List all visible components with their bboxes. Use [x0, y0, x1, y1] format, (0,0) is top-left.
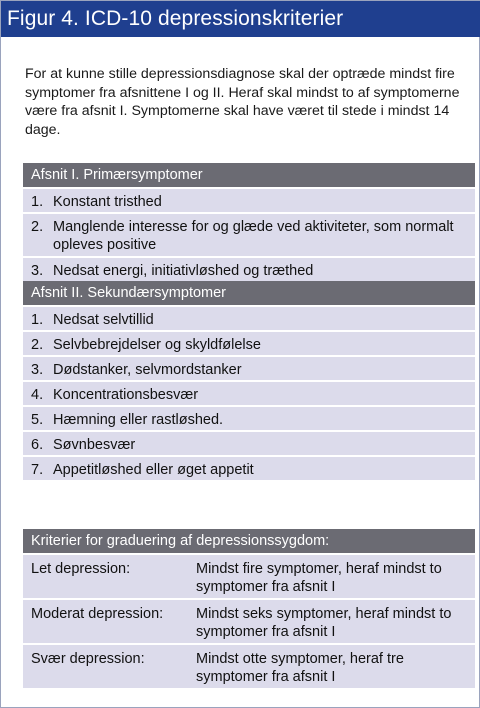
list-item	[23, 355, 475, 380]
item-text: Søvnbesvær	[53, 437, 136, 453]
item-text: Selvbebrejdelser og skyldfølelse	[53, 337, 261, 353]
list-item	[23, 330, 475, 355]
intro-paragraph: For at kunne stille depressionsdiagnose skal der optræde mindst fire symptomer fra afsnittene I og II. Heraf skal mindst to af symptomerne være fra afsnit I. Symptomerne skal have været til stede i mindst 14 dage.	[25, 66, 460, 138]
table-row	[23, 553, 475, 598]
item-number: 3.	[31, 362, 44, 378]
item-number: 2.	[31, 337, 44, 353]
item-number: 3.	[31, 263, 44, 279]
item-text: Manglende interesse for og glæde ved aktiviteter, som normalt opleves positive	[53, 219, 454, 253]
item-text: Konstant tristhed	[53, 194, 162, 210]
grading-header: Kriterier for graduering af depressionssygdom:	[23, 529, 475, 553]
severity-criteria: Mindst seks symptomer, heraf mindst to symptomer fra afsnit I	[196, 606, 452, 640]
item-number: 4.	[31, 387, 44, 403]
list-item	[23, 212, 475, 256]
severity-label: Moderat depression:	[31, 606, 164, 622]
table-row	[23, 598, 475, 643]
grading-table	[23, 529, 475, 688]
section-1-header: Afsnit I. Primærsymptomer	[23, 163, 475, 187]
list-item	[23, 380, 475, 405]
list-item	[23, 305, 475, 330]
section-2-header: Afsnit II. Sekundærsymptomer	[23, 281, 475, 305]
item-number: 6.	[31, 437, 44, 453]
item-text: Hæmning eller rastløshed.	[53, 412, 224, 428]
item-number: 1.	[31, 194, 44, 210]
item-number: 5.	[31, 412, 44, 428]
item-number: 7.	[31, 462, 44, 478]
item-text: Appetitløshed eller øget appetit	[53, 462, 254, 478]
item-text: Koncentrationsbesvær	[53, 387, 199, 403]
item-number: 2.	[31, 219, 44, 235]
list-item	[23, 256, 475, 281]
list-item	[23, 430, 475, 455]
criteria-table	[23, 163, 475, 480]
list-item	[23, 405, 475, 430]
table-row	[23, 643, 475, 688]
item-text: Dødstanker, selvmordstanker	[53, 362, 242, 378]
severity-label: Svær depression:	[31, 651, 145, 667]
item-text: Nedsat energi, initiativløshed og træthed	[53, 263, 314, 279]
item-text: Nedsat selvtillid	[53, 312, 154, 328]
severity-criteria: Mindst fire symptomer, heraf mindst to symptomer fra afsnit I	[196, 561, 442, 595]
figure-title: Figur 4. ICD-10 depressionskriterier	[1, 1, 480, 37]
item-number: 1.	[31, 312, 44, 328]
list-item	[23, 455, 475, 480]
list-item	[23, 187, 475, 212]
severity-label: Let depression:	[31, 561, 131, 577]
severity-criteria: Mindst otte symptomer, heraf tre symptomer fra afsnit I	[196, 651, 404, 685]
